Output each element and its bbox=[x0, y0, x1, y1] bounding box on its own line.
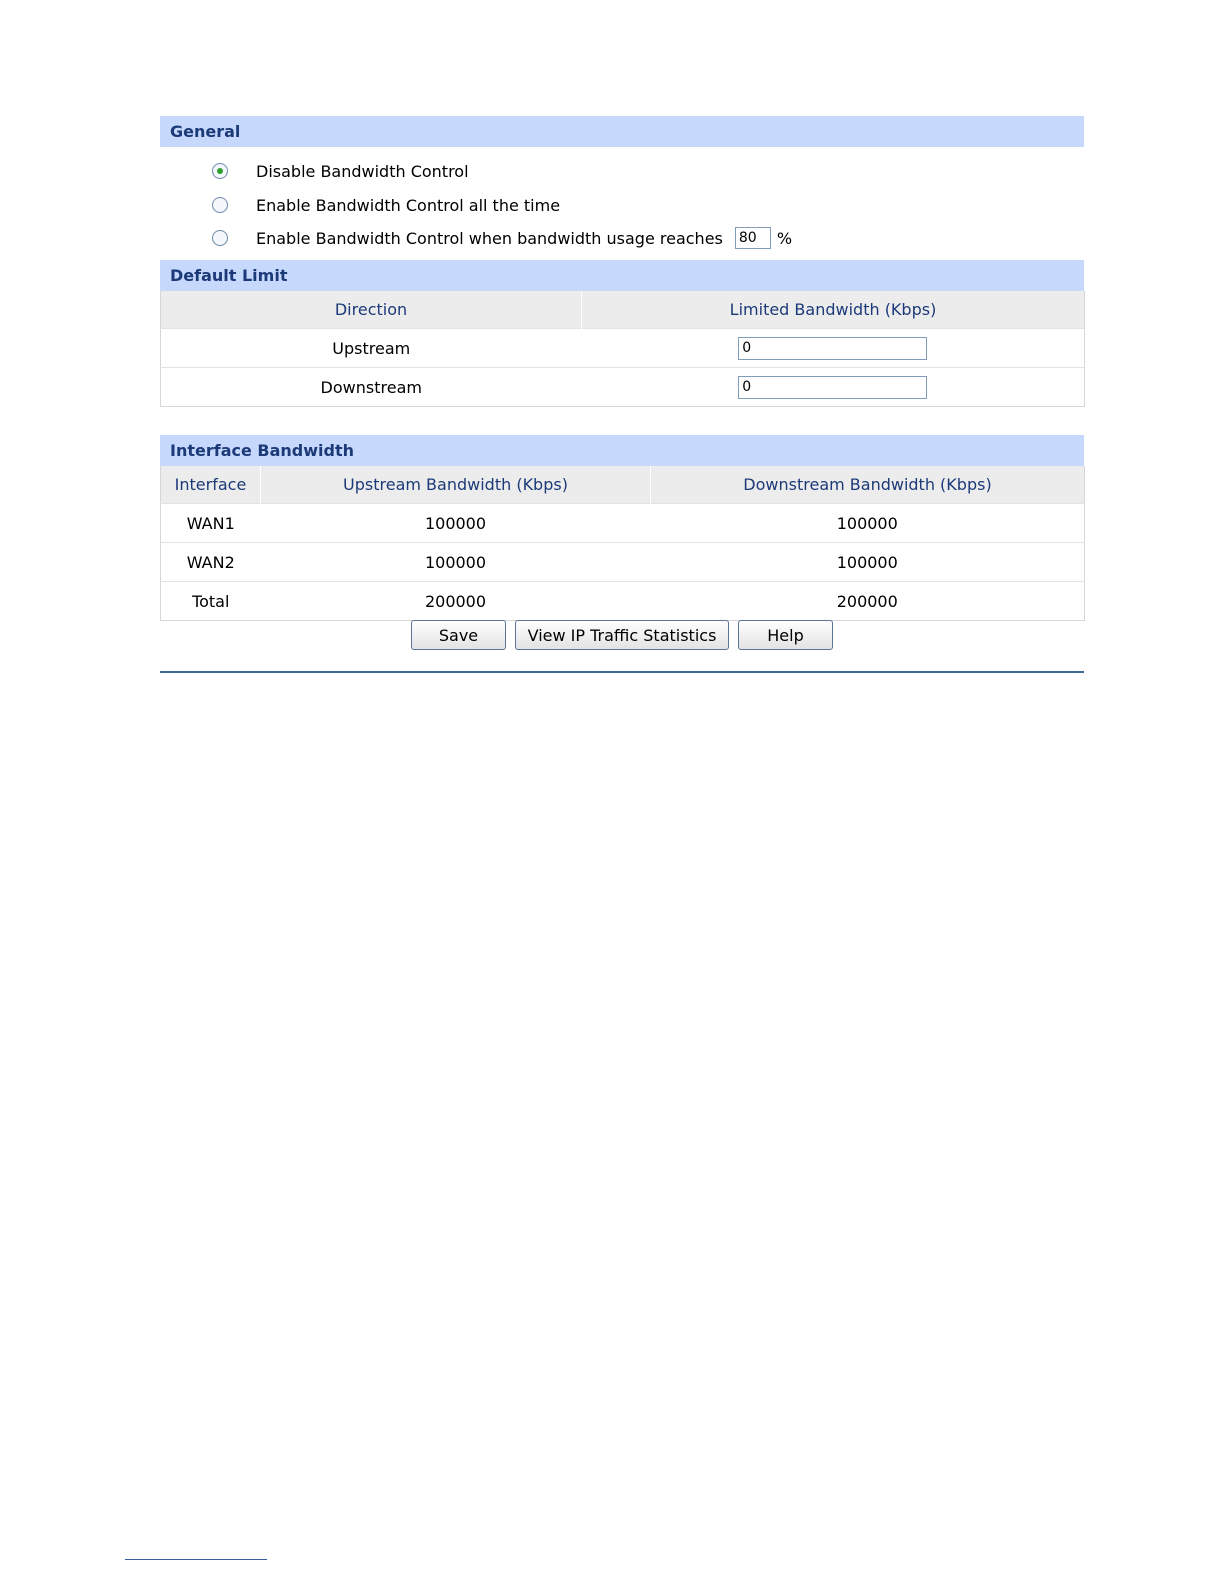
table-row bbox=[161, 329, 1085, 368]
upstream-limit-cell bbox=[582, 329, 1085, 368]
downstream-limit-cell bbox=[582, 368, 1085, 407]
general-section-header: General bbox=[160, 116, 1084, 147]
table-row bbox=[161, 504, 1085, 543]
column-header-upstream: Upstream Bandwidth (Kbps) bbox=[261, 466, 651, 504]
enable-always-option[interactable] bbox=[212, 193, 560, 217]
downstream-value: 100000 bbox=[651, 504, 1085, 543]
upstream-value: 100000 bbox=[261, 504, 651, 543]
upstream-value: 100000 bbox=[261, 543, 651, 582]
percent-sign: % bbox=[776, 228, 793, 248]
save-button[interactable]: Save bbox=[411, 620, 506, 650]
table-row bbox=[161, 543, 1085, 582]
interface-name: WAN2 bbox=[161, 543, 261, 582]
downstream-limit-input[interactable] bbox=[738, 376, 927, 399]
disable-bandwidth-option[interactable] bbox=[212, 159, 469, 183]
bottom-divider bbox=[160, 671, 1084, 673]
radio-disable-bandwidth[interactable] bbox=[212, 163, 228, 179]
column-header-limited-bandwidth: Limited Bandwidth (Kbps) bbox=[582, 291, 1085, 329]
downstream-value: 100000 bbox=[651, 543, 1085, 582]
radio-label: Enable Bandwidth Control all the time bbox=[256, 195, 561, 215]
direction-upstream: Upstream bbox=[161, 329, 582, 368]
upstream-value: 200000 bbox=[261, 582, 651, 621]
upstream-limit-input[interactable] bbox=[738, 337, 927, 360]
table-row bbox=[161, 582, 1085, 621]
radio-enable-always[interactable] bbox=[212, 197, 228, 213]
column-header-downstream: Downstream Bandwidth (Kbps) bbox=[651, 466, 1085, 504]
footnote-divider bbox=[125, 1559, 267, 1560]
interface-name: Total bbox=[161, 582, 261, 621]
enable-threshold-option[interactable] bbox=[212, 226, 792, 250]
usage-threshold-input[interactable] bbox=[735, 227, 771, 249]
view-ip-traffic-statistics-button[interactable]: View IP Traffic Statistics bbox=[515, 620, 729, 650]
table-row bbox=[161, 368, 1085, 407]
radio-label: Enable Bandwidth Control when bandwidth usage reaches bbox=[256, 228, 723, 248]
direction-downstream: Downstream bbox=[161, 368, 582, 407]
radio-enable-threshold[interactable] bbox=[212, 230, 228, 246]
default-limit-section-header: Default Limit bbox=[160, 260, 1084, 291]
radio-label: Disable Bandwidth Control bbox=[256, 161, 469, 181]
downstream-value: 200000 bbox=[651, 582, 1085, 621]
default-limit-table bbox=[160, 291, 1085, 407]
help-button[interactable]: Help bbox=[738, 620, 833, 650]
column-header-direction: Direction bbox=[161, 291, 582, 329]
interface-name: WAN1 bbox=[161, 504, 261, 543]
button-row bbox=[160, 620, 1084, 650]
interface-bandwidth-table bbox=[160, 466, 1085, 621]
interface-bandwidth-section-header: Interface Bandwidth bbox=[160, 435, 1084, 466]
column-header-interface: Interface bbox=[161, 466, 261, 504]
